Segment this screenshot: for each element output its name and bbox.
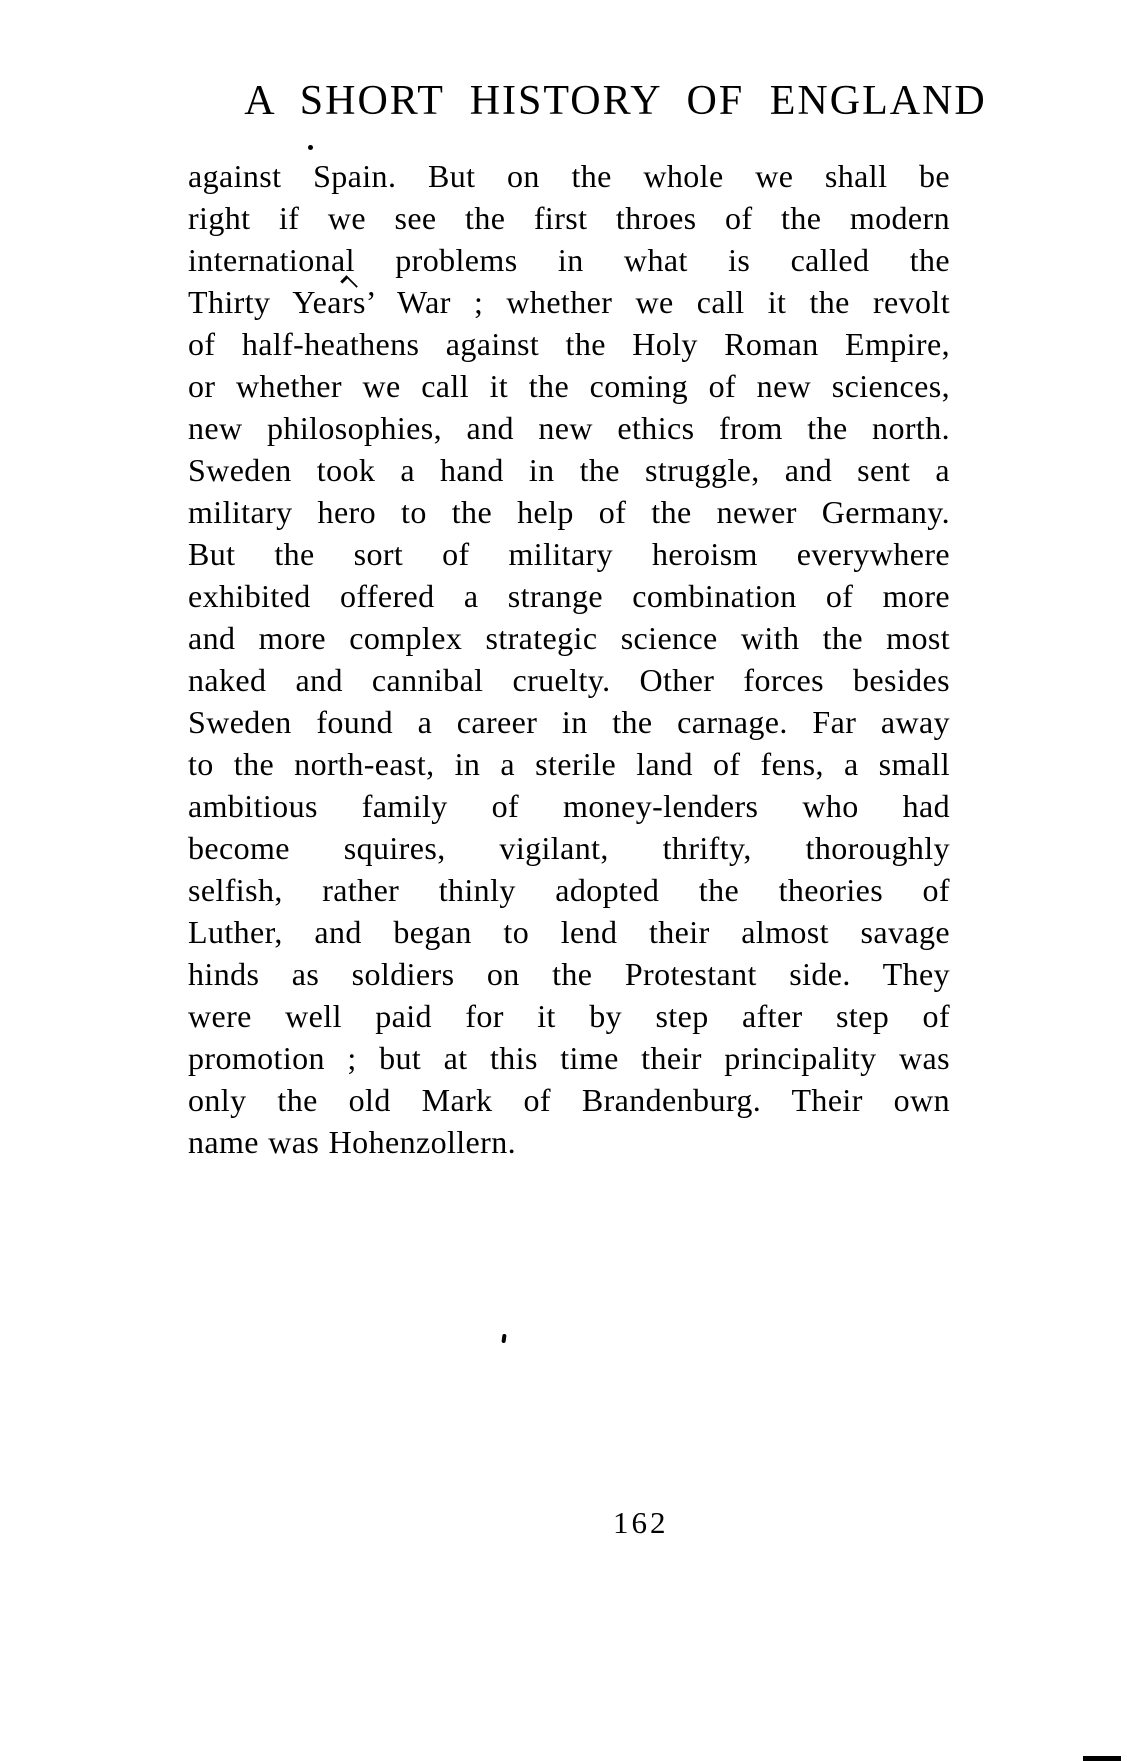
- text-line: were well paid for it by step after step of: [188, 998, 950, 1034]
- text-line: right if we see the first throes of the modern: [188, 200, 950, 236]
- text-line: new philosophies, and new ethics from the north.: [188, 410, 950, 446]
- text-line: international problems in what is called the: [188, 242, 950, 278]
- text-line: Sweden found a career in the carnage. Far away: [188, 704, 950, 740]
- text-line: only the old Mark of Brandenburg. Their own: [188, 1082, 950, 1118]
- page-title: A SHORT HISTORY OF ENGLAND: [244, 78, 987, 124]
- scan-speck-dot: [308, 145, 313, 150]
- text-line: selfish, rather thinly adopted the theories of: [188, 872, 950, 908]
- page-number: 162: [613, 1505, 669, 1540]
- scan-artifact-bar: [1083, 1756, 1121, 1761]
- text-line: of half-heathens against the Holy Roman Empire,: [188, 326, 950, 362]
- text-line: Sweden took a hand in the struggle, and sent a: [188, 452, 950, 488]
- text-line: ambitious family of money-lenders who had: [188, 788, 950, 824]
- text-line: military hero to the help of the newer Germany.: [188, 494, 950, 530]
- text-line: promotion ; but at this time their principality was: [188, 1040, 950, 1076]
- text-line: name was Hohenzollern.: [188, 1124, 517, 1160]
- body-text-block: [188, 155, 950, 1163]
- scan-speck-comma: [501, 1334, 506, 1343]
- text-line: exhibited offered a strange combination of more: [188, 578, 950, 614]
- text-line: against Spain. But on the whole we shall be: [188, 158, 950, 194]
- text-line: and more complex strategic science with the most: [188, 620, 950, 656]
- text-line: or whether we call it the coming of new sciences,: [188, 368, 950, 404]
- text-line: But the sort of military heroism everywhere: [188, 536, 950, 572]
- text-line: naked and cannibal cruelty. Other forces besides: [188, 662, 950, 698]
- text-line: become squires, vigilant, thrifty, thoroughly: [188, 830, 950, 866]
- text-line: hinds as soldiers on the Protestant side. They: [188, 956, 950, 992]
- text-line: to the north-east, in a sterile land of fens, a small: [188, 746, 950, 782]
- text-line: Thirty Years’ War ; whether we call it the revolt: [188, 284, 950, 320]
- text-line: Luther, and began to lend their almost savage: [188, 914, 950, 950]
